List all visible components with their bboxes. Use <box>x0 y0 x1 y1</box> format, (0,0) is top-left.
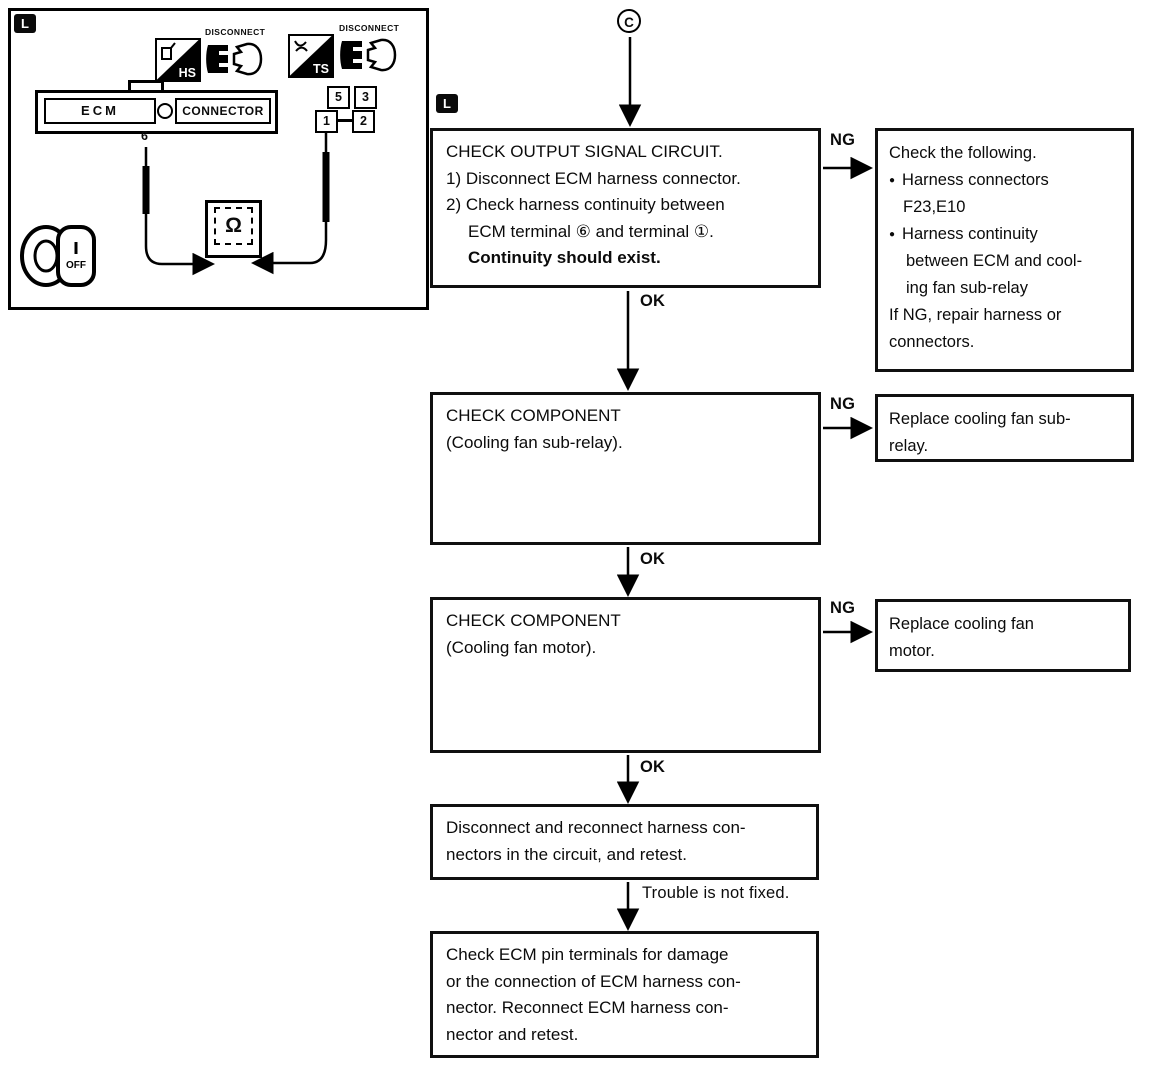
connector-ref-e10: E10 <box>936 198 966 216</box>
step-instruction: nector. Reconnect ECM harness con- <box>446 998 729 1017</box>
step-subject: (Cooling fan sub-relay). <box>446 432 623 452</box>
step-title: CHECK COMPONENT <box>446 406 621 425</box>
section-badge-l: L <box>14 14 36 33</box>
bullet-dot: ● <box>889 175 896 186</box>
pliers-sketch-glyph <box>292 38 310 56</box>
connector-pin-5: 5 <box>327 86 350 109</box>
ecm-connector-housing <box>35 90 278 134</box>
step-instruction: Check ECM pin terminals for damage <box>446 945 729 964</box>
ng-bullet-text: between ECM and cool- <box>906 252 1083 270</box>
ng-bullet-item <box>889 167 1120 194</box>
ohmmeter-box <box>205 200 262 258</box>
step-check-ecm-pin-terminals <box>430 931 819 1058</box>
connector-pin-2: 2 <box>352 110 375 133</box>
ng-label: NG <box>830 395 856 413</box>
expected-result: Continuity should exist. <box>468 248 661 267</box>
step-instruction: or the connection of ECM harness con- <box>446 971 741 991</box>
step-title: CHECK OUTPUT SIGNAL CIRCUIT. <box>446 142 723 161</box>
bullet-dot: ● <box>889 229 896 240</box>
tool-ts-icon <box>288 34 334 78</box>
step-title: CHECK COMPONENT <box>446 611 621 630</box>
disconnect-connector-icon <box>339 35 397 75</box>
ecm-label: ECM <box>44 98 156 124</box>
ng-action-text: Replace cooling fan <box>889 615 1034 633</box>
step-subject: (Cooling fan motor). <box>446 637 597 657</box>
ng-action-check-following <box>875 128 1134 372</box>
ng-bullet-text: Harness connectors <box>902 171 1049 189</box>
ignition-off-label: OFF <box>66 260 86 271</box>
trouble-not-fixed-label: Trouble is not fixed. <box>642 884 790 902</box>
step-check-component-fan-motor <box>430 597 821 753</box>
ng-label: NG <box>830 131 856 149</box>
tool-square-label: TS <box>313 62 329 76</box>
ng-action-replace-sub-relay <box>875 394 1134 462</box>
section-badge-l: L <box>436 94 458 113</box>
ignition-key-off-icon <box>18 216 102 296</box>
step-instruction: ECM terminal ⑥ and terminal ①. <box>468 221 714 241</box>
ng-bullet-text: Harness continuity <box>902 225 1038 243</box>
ok-label: OK <box>640 550 666 568</box>
connector-ref-c: C <box>617 9 641 33</box>
connector-label: CONNECTOR <box>175 98 271 124</box>
ok-label: OK <box>640 292 666 310</box>
step-instruction: 2) Check harness continuity between <box>446 195 725 214</box>
disconnect-connector-icon <box>205 39 263 79</box>
ecm-connector-lock-circle <box>157 103 173 119</box>
test-procedure-inset <box>8 8 429 310</box>
ng-outro: If NG, repair harness or <box>889 306 1062 324</box>
disconnect-caption: DISCONNECT <box>339 23 400 33</box>
ng-action-text: motor. <box>889 642 935 660</box>
ok-label: OK <box>640 758 666 776</box>
step-instruction: nector and retest. <box>446 1024 579 1044</box>
step-check-component-sub-relay <box>430 392 821 545</box>
connector-pin-3: 3 <box>354 86 377 109</box>
ng-outro: connectors. <box>889 333 975 351</box>
ecm-terminal-number: 6 <box>141 129 148 143</box>
consult-tool-sketch-glyph <box>159 42 177 60</box>
step-instruction: Disconnect and reconnect harness con- <box>446 818 746 837</box>
consult-hs-icon <box>155 38 201 82</box>
step-instruction: 1) Disconnect ECM harness connector. <box>446 168 741 188</box>
tool-square-label: HS <box>178 66 196 80</box>
ng-action-text: relay. <box>889 437 929 455</box>
connector-ref-f23: F23 <box>903 198 932 216</box>
ng-bullet-text: ing fan sub-relay <box>906 279 1028 297</box>
ng-label: NG <box>830 599 856 617</box>
connector-pin-bridge <box>338 119 354 122</box>
ng-action-replace-fan-motor <box>875 599 1131 672</box>
ohm-symbol: Ω <box>214 207 253 245</box>
step-disconnect-reconnect-retest <box>430 804 819 880</box>
ng-intro: Check the following. <box>889 144 1037 162</box>
connector-pin-1: 1 <box>315 110 338 133</box>
disconnect-caption: DISCONNECT <box>205 27 266 37</box>
step-instruction: nectors in the circuit, and retest. <box>446 844 687 864</box>
harness-connector-refs <box>889 194 1120 221</box>
refs-separator: , <box>931 198 937 216</box>
ng-bullet-item <box>889 221 1120 248</box>
ng-action-text: Replace cooling fan sub- <box>889 410 1071 428</box>
step-check-output-signal-circuit <box>430 128 821 288</box>
